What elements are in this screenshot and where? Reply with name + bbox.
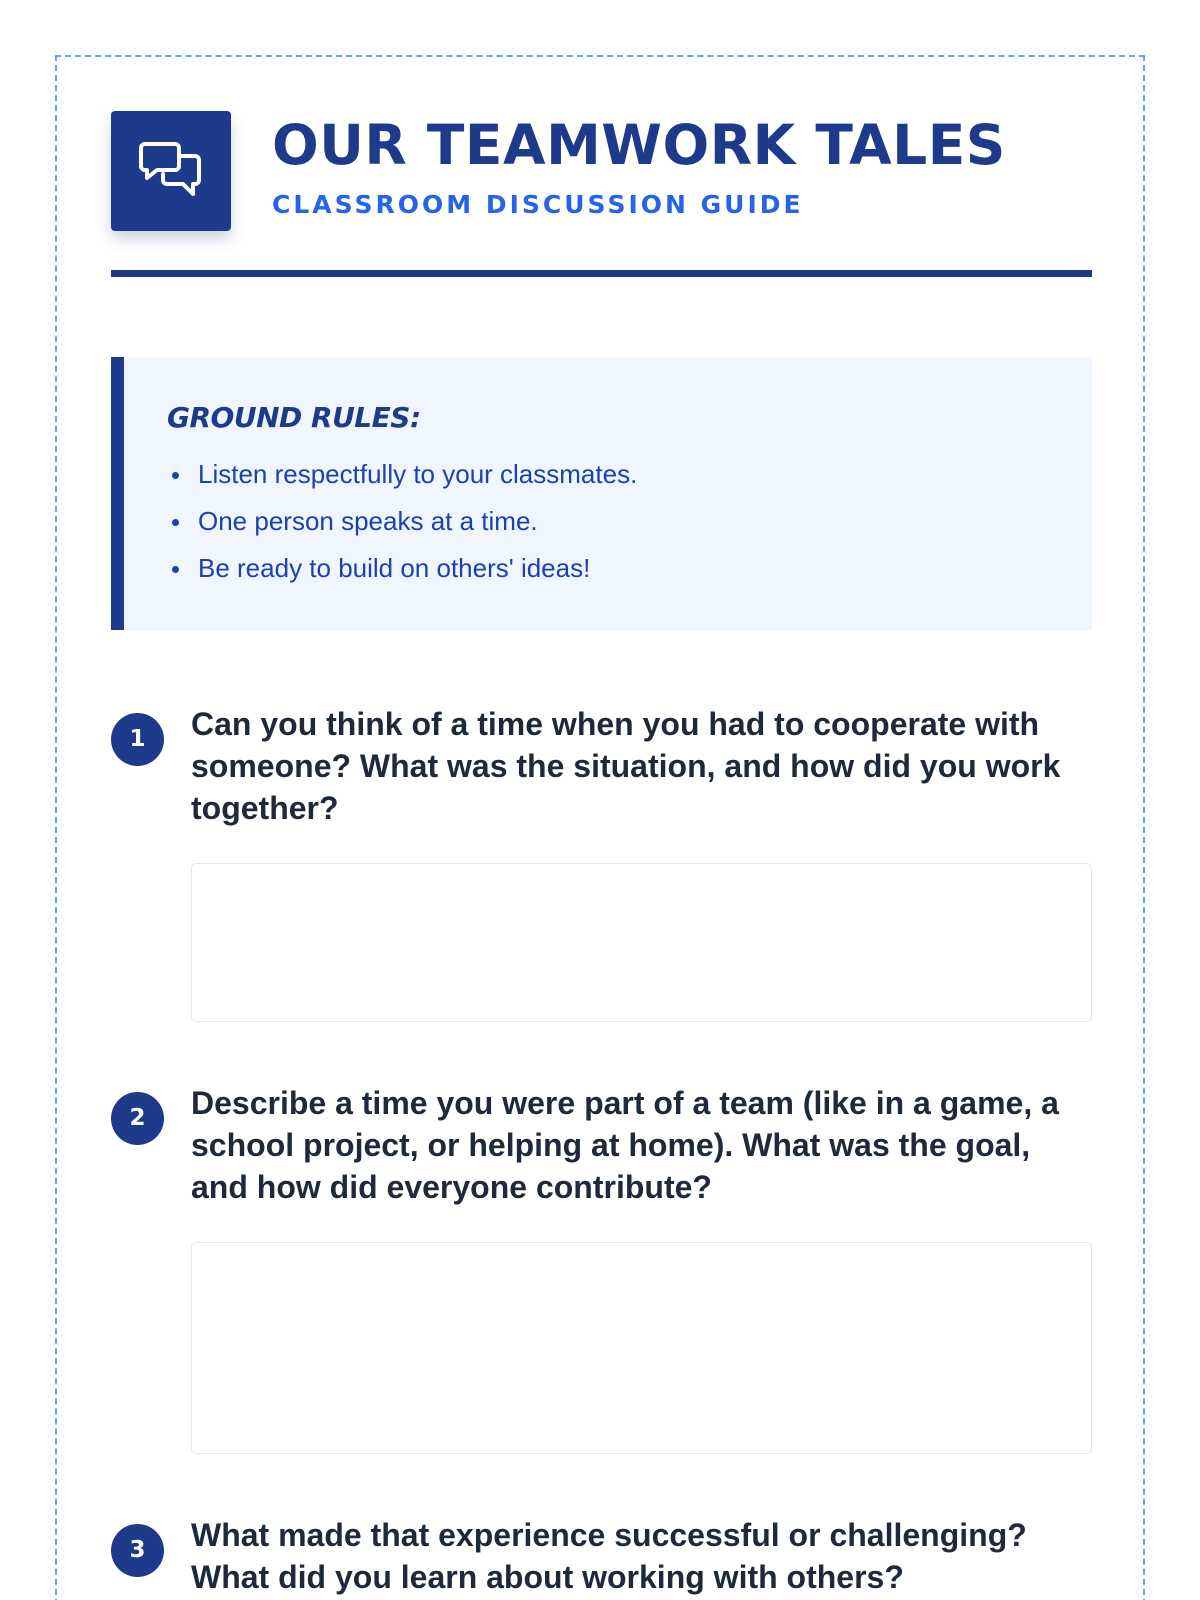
answer-box-2[interactable]	[191, 1242, 1092, 1454]
ground-rules-panel	[111, 357, 1092, 630]
answer-box-1[interactable]	[191, 863, 1092, 1022]
question-number-badge: 1	[111, 713, 164, 766]
ground-rules-heading: GROUND RULES:	[167, 401, 421, 434]
question-text: Describe a time you were part of a team (like in a game, a school project, or helping at home). What was the goal, and how did everyone contribute?	[191, 1085, 1059, 1205]
page-header	[111, 111, 1092, 277]
ground-rule-item: One person speaks at a time.	[167, 504, 637, 551]
ground-rule-item: Listen respectfully to your classmates.	[167, 457, 637, 504]
ground-rule-item: Be ready to build on others' ideas!	[167, 551, 637, 598]
chat-bubbles-icon	[139, 140, 203, 202]
logo-badge	[111, 111, 231, 231]
page-title: OUR TEAMWORK TALES	[272, 113, 1006, 177]
question-text: What made that experience successful or challenging? What did you learn about working with others?	[191, 1517, 1027, 1595]
header-divider	[111, 270, 1092, 277]
question-number-badge: 2	[111, 1092, 164, 1145]
ground-rules-list	[167, 457, 637, 598]
question-number-badge: 3	[111, 1524, 164, 1577]
question-text: Can you think of a time when you had to cooperate with someone? What was the situation, and how did you work together?	[191, 706, 1061, 826]
page-subtitle: CLASSROOM DISCUSSION GUIDE	[272, 190, 804, 219]
